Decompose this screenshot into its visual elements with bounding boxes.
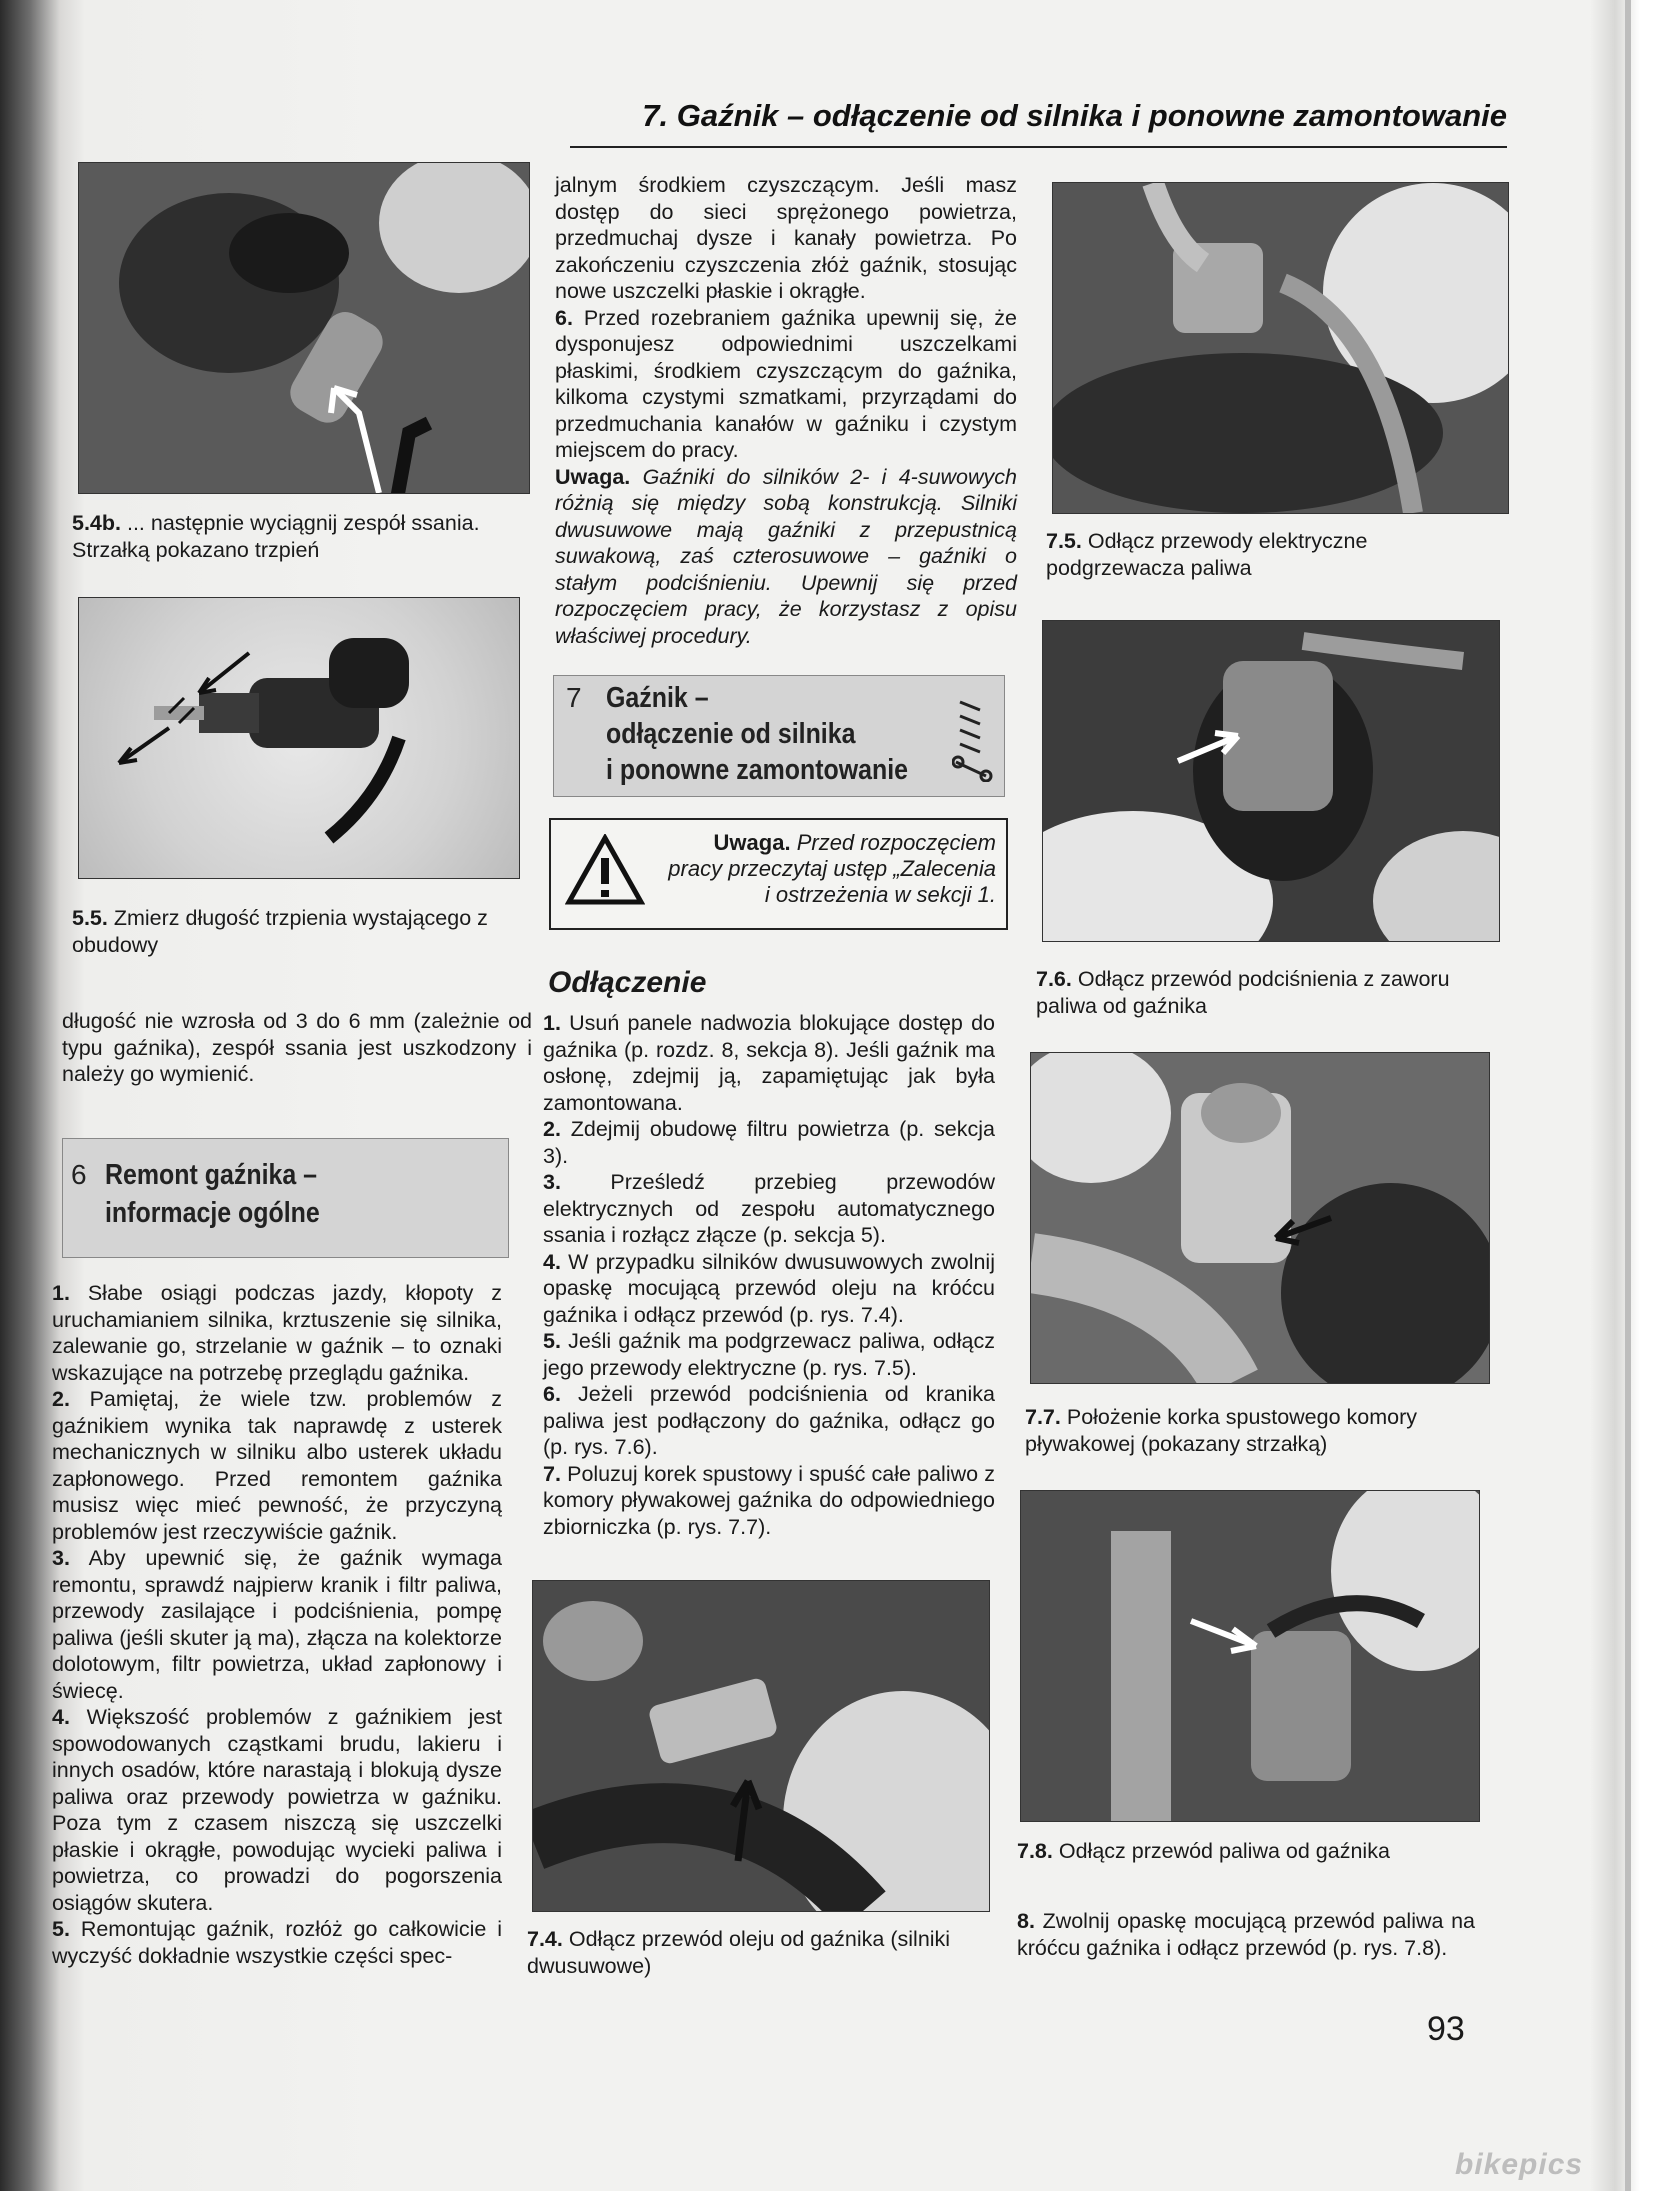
caption-text: Odłącz przewody elektryczne podgrzewacza paliwa <box>1046 529 1368 580</box>
section-title-line2: informacje ogólne <box>105 1197 320 1229</box>
photo-5-5 <box>78 597 520 879</box>
list-item: 6. Jeżeli przewód podciśnienia od kranika paliwa jest podłączony do gaźnika, odłącz go (p. rys. 7.6). <box>543 1382 995 1459</box>
list-item: 5. Jeśli gaźnik ma podgrzewacz paliwa, odłącz jego przewody elektryczne (p. rys. 7.5). <box>543 1329 995 1380</box>
col3-item8 <box>1017 1908 1475 1961</box>
watermark: bikepics <box>1455 2148 1584 2181</box>
list-item: 3. Prześledź przebieg przewodów elektrycznych od zespołu automatycznego ssania i rozłącz złącze (p. sekcja 5). <box>543 1170 995 1247</box>
caption-text: ... następnie wyciągnij zespół ssania. Strzałką pokazano trzpień <box>72 511 480 562</box>
caption-7-5 <box>1046 528 1506 581</box>
list-item: 6. Przed rozebraniem gaźnika upewnij się, że dysponujesz odpowiednimi uszczelkami płaskimi, środkiem czyszczącym do gaźnika, kilkoma czystymi szmatkami, przyrządami do przedmuchania kanałów w gaźniku i czystym miejscem do pracy. <box>555 305 1017 462</box>
list-item: 4. W przypadku silników dwusuwowych zwolnij opaskę mocującą przewód oleju na króćcu gaźnika i odłącz przewód (p. rys. 7.4). <box>543 1249 995 1327</box>
photo-7-5 <box>1052 182 1509 514</box>
photo-5-4b <box>78 162 530 494</box>
warning-box <box>549 818 1008 930</box>
note: Uwaga. Gaźniki do silników 2- i 4-suwowych różnią się między sobą konstrukcją. Silniki dwusuwowe mają gaźniki z przepustnicą suwakową, zaś czterosuwowe – gaźniki o stałym podciśnieniu. Upewnij się przed rozpoczęciem pracy, że korzystasz z opisu właściwej procedury. <box>555 464 1017 648</box>
col2-steps <box>543 1010 995 1540</box>
section-number: 6 <box>71 1159 87 1190</box>
caption-text: Położenie korka spustowego komory pływakowej (pokazany strzałką) <box>1025 1405 1418 1456</box>
warning-text <box>666 830 996 908</box>
caption-5-4b <box>72 510 532 563</box>
section-7-box <box>553 675 1005 797</box>
caption-text: Odłącz przewód oleju od gaźnika (silniki dwusuwowe) <box>527 1927 951 1978</box>
section-title-line1: Gaźnik – <box>606 682 709 714</box>
warning-triangle-icon <box>565 834 645 906</box>
photo-7-8 <box>1020 1490 1480 1822</box>
list-item: 8. Zwolnij opaskę mocującą przewód paliwa na króćcu gaźnika i odłącz przewód (p. rys. 7.8). <box>1017 1909 1475 1960</box>
caption-number: 7.7. <box>1025 1405 1061 1429</box>
subheading-odlaczenie: Odłączenie <box>548 966 707 999</box>
warning-body: Przed rozpoczęciem pracy przeczytaj ustęp „Zalecenia i ostrzeżenia w sekcji 1. <box>668 830 996 907</box>
photo-7-6 <box>1042 620 1500 942</box>
col2-text <box>555 172 1017 649</box>
wrench-icon <box>952 692 994 782</box>
page-number: 93 <box>1427 2010 1465 2048</box>
list-item: 5. Remontując gaźnik, rozłóż go całkowicie i wyczyść dokładnie wszystkie części spec- <box>52 1917 502 1968</box>
caption-number: 7.4. <box>527 1927 563 1951</box>
list-item: 3. Aby upewnić się, że gaźnik wymaga remontu, sprawdź najpierw kranik i filtr paliwa, przewody zasilające i podciśnienia, pompę paliwa (jeśli skuter ją ma), złącza na kolektorze dolotowym, filtr powietrza, układ zapłonowy i świecę. <box>52 1546 502 1703</box>
page-edge <box>1625 0 1631 2191</box>
caption-number: 7.8. <box>1017 1839 1053 1863</box>
page-header-title: 7. Gaźnik – odłączenie od silnika i ponowne zamontowanie <box>642 98 1507 133</box>
caption-text: Zmierz długość trzpienia wystającego z obudowy <box>72 906 488 957</box>
header-rule <box>570 146 1507 148</box>
section-number: 7 <box>566 682 582 713</box>
caption-7-6 <box>1036 966 1506 1019</box>
col1-paragraph <box>62 1008 532 1088</box>
photo-7-4 <box>532 1580 990 1912</box>
list-item: 7. Poluzuj korek spustowy i spuść całe paliwo z komory pływakowej gaźnika do odpowiedniego zbiorniczka (p. rys. 7.7). <box>543 1461 996 1539</box>
continued-text: jalnym środkiem czyszczącym. Jeśli masz dostęp do sieci sprężonego powietrza, przedmuchaj dysze i kanały powietrza. Po zakończeniu czyszczenia złóż gaźnik, stosując nowe uszczelki płaskie i okrągłe. <box>555 173 1017 303</box>
caption-number: 7.6. <box>1036 967 1072 991</box>
list-item: 2. Pamiętaj, że wiele tzw. problemów z gaźnikiem wynika tak naprawdę z usterek mechanicznych w silniku albo usterek układu zapłonowego. Przed remontem gaźnika musisz więc mieć pewność, że przyczyną problemów jest rzeczywiście gaźnik. <box>52 1387 502 1544</box>
caption-number: 5.5. <box>72 906 108 930</box>
caption-7-8 <box>1017 1838 1487 1865</box>
list-item: 1. Usuń panele nadwozia blokujące dostęp do gaźnika (p. rozdz. 8, sekcja 8). Jeśli gaźnik ma osłonę, zdejmij ją, zapamiętując jak była zamontowana. <box>543 1011 995 1115</box>
list-item: 4. Większość problemów z gaźnikiem jest spowodowanych cząstkami brudu, lakieru i innych osadów, które narastają i blokują dysze paliwa oraz przewody powietrza w gaźniku. Poza tym z czasem niszczą się uszczelki płaskie i okrągłe, powodując wycieki paliwa i powietrza, co prowadzi do pogorszenia osiągów skutera. <box>52 1705 502 1915</box>
warning-label: Uwaga. <box>713 830 791 855</box>
section-title-line2: odłączenie od silnika <box>606 718 856 750</box>
list-item: 1. Słabe osiągi podczas jazdy, kłopoty z uruchamianiem silnika, krztuszenie się silnika, zalewanie go, strzelanie w gaźnik – to oznaki wskazujące na potrzebę przeglądu gaźnika. <box>52 1281 502 1385</box>
caption-text: Odłącz przewód paliwa od gaźnika <box>1058 1839 1390 1863</box>
section-6-box <box>62 1138 509 1258</box>
caption-number: 5.4b. <box>72 511 121 535</box>
photo-7-7 <box>1030 1052 1490 1384</box>
section-title-line3: i ponowne zamontowanie <box>606 754 909 786</box>
col1-items <box>52 1280 502 1969</box>
caption-7-7 <box>1025 1404 1495 1457</box>
list-item: 2. Zdejmij obudowę filtru powietrza (p. sekcja 3). <box>543 1117 995 1168</box>
section-title-line1: Remont gaźnika – <box>105 1159 318 1191</box>
paragraph-text: długość nie wzrosła od 3 do 6 mm (zależnie od typu gaźnika), zespół ssania jest uszkodzony i należy go wymienić. <box>62 1009 532 1086</box>
caption-7-4 <box>527 1926 997 1979</box>
caption-number: 7.5. <box>1046 529 1082 553</box>
caption-5-5 <box>72 905 532 958</box>
caption-text: Odłącz przewód podciśnienia z zaworu paliwa od gaźnika <box>1036 967 1450 1018</box>
